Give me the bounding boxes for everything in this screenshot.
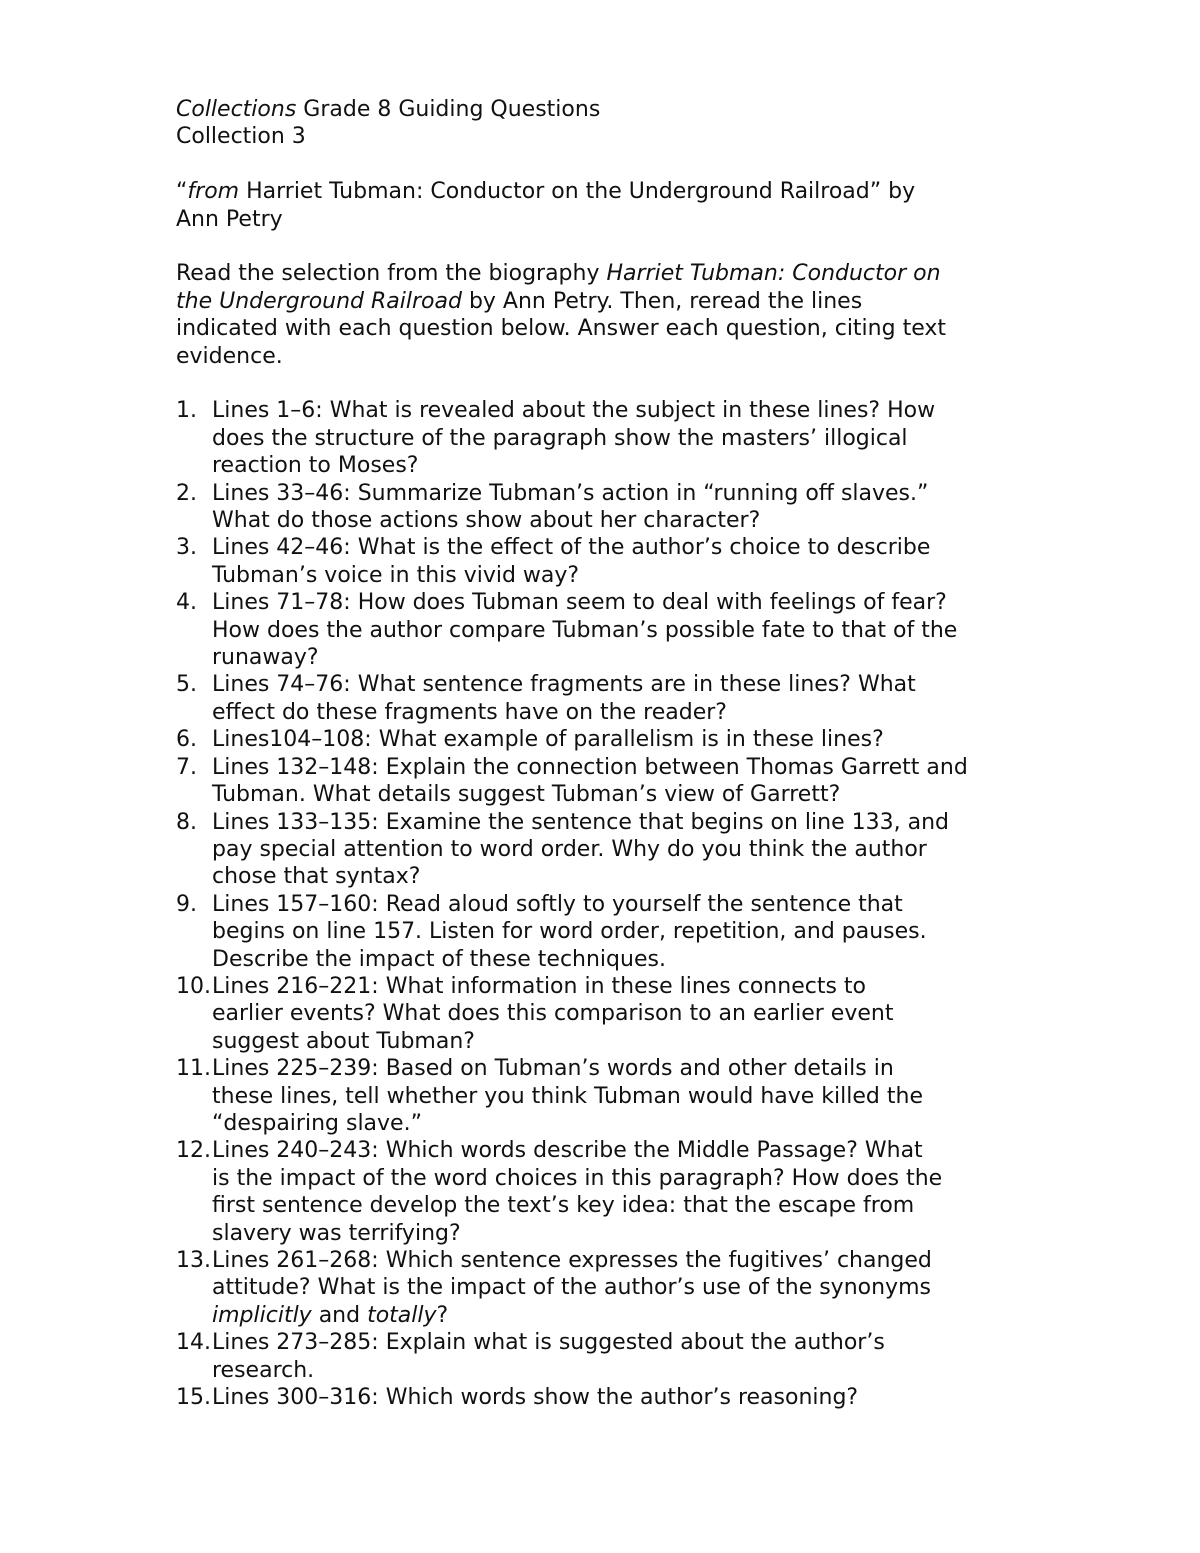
instructions	[176, 260, 1036, 370]
question-text-line: chose that syntax?	[212, 864, 421, 890]
question-item	[176, 973, 1036, 1055]
question-text-line: Tubman. What details suggest Tubman’s view of Garrett?	[212, 782, 841, 808]
question-text-line: pay special attention to word order. Why do you think the author	[212, 836, 927, 862]
question-text-line: begins on line 157. Listen for word order, repetition, and pauses.	[212, 919, 927, 945]
question-text-line: reaction to Moses?	[212, 453, 419, 479]
question-item	[176, 809, 1036, 891]
question-number: 14.	[176, 1330, 211, 1356]
question-number: 7.	[176, 754, 197, 780]
question-text-line: Tubman’s voice in this vivid way?	[212, 562, 580, 588]
question-text-line: does the structure of the paragraph show the masters’ illogical	[212, 425, 908, 451]
question-text-line: Lines 157–160: Read aloud softly to yourself the sentence that	[212, 891, 903, 917]
selection-author: Ann Petry	[176, 206, 283, 232]
book-title-italic: Harriet Tubman: Conductor on	[606, 261, 941, 287]
question-text-line: runaway?	[212, 645, 319, 671]
question-text-line: research.	[212, 1357, 315, 1383]
document-header	[176, 96, 1036, 151]
question-text-line	[212, 1329, 1036, 1356]
question-text-line: Lines 1–6: What is revealed about the subject in these lines? How	[212, 398, 936, 424]
instructions-text: by Ann Petry. Then, reread the lines	[461, 288, 863, 314]
document-title	[176, 96, 1036, 123]
question-item	[176, 589, 1036, 671]
question-text-line	[212, 1384, 1036, 1411]
question-text-line: Lines 42–46: What is the effect of the author’s choice to describe	[212, 535, 931, 561]
question-text-line: Lines 74–76: What sentence fragments are in these lines? What	[212, 672, 916, 698]
question-text-line: slavery was terrifying?	[212, 1220, 461, 1246]
question-text-line: “despairing slave.”	[212, 1110, 422, 1136]
question-text-line: these lines, tell whether you think Tubman would have killed the	[212, 1083, 923, 1109]
question-text: ?	[436, 1302, 449, 1328]
question-list	[176, 397, 1036, 1411]
question-number: 3.	[176, 535, 197, 561]
question-number: 12.	[176, 1138, 211, 1164]
question-text-line: Lines 33–46: Summarize Tubman’s action in “running off slaves.”	[212, 480, 929, 506]
question-item	[176, 1384, 1036, 1411]
instructions-line-3: indicated with each question below. Answer each question, citing text	[176, 316, 946, 342]
question-text: Lines 273–285: Explain what is suggested about the author’s	[212, 1330, 885, 1356]
question-text-line	[212, 1055, 1036, 1082]
question-text-line: How does the author compare Tubman’s possible fate to that of the	[212, 617, 958, 643]
selection-line-1	[176, 178, 1036, 205]
question-number: 5.	[176, 672, 197, 698]
instructions-line-1	[176, 260, 1036, 287]
question-item	[176, 1055, 1036, 1137]
question-text-line	[212, 1302, 1036, 1329]
question-text-line: effect do these fragments have on the reader?	[212, 699, 727, 725]
question-number: 11.	[176, 1056, 211, 1082]
question-item	[176, 1329, 1036, 1384]
open-quote: “	[176, 179, 188, 205]
question-text-line	[212, 973, 1036, 1000]
question-text-line: earlier events? What does this comparison to an earlier event	[212, 1001, 894, 1027]
question-text-line: attitude? What is the impact of the author’s use of the synonyms	[212, 1275, 931, 1301]
question-text-line: Lines 132–148: Explain the connection between Thomas Garrett and	[212, 754, 968, 780]
question-text-line	[212, 1247, 1036, 1274]
question-number: 8.	[176, 809, 197, 835]
question-item	[176, 1247, 1036, 1329]
question-text: Lines 240–243: Which words describe the Middle Passage? What	[212, 1138, 923, 1164]
question-text: Lines 225–239: Based on Tubman’s words and other details in	[212, 1056, 894, 1082]
question-text-line: Lines 71–78: How does Tubman seem to deal with feelings of fear?	[212, 590, 947, 616]
book-title-italic-cont: the Underground Railroad	[176, 288, 462, 314]
question-number: 2.	[176, 480, 197, 506]
question-text-line: first sentence develop the text’s key idea: that the escape from	[212, 1193, 915, 1219]
question-item	[176, 534, 1036, 589]
synonym-italic: totally	[367, 1302, 437, 1328]
question-text: Lines 300–316: Which words show the author’s reasoning?	[212, 1385, 859, 1411]
instructions-line-4: evidence.	[176, 343, 283, 369]
selection-title: Harriet Tubman: Conductor on the Underground Railroad” by	[239, 179, 916, 205]
question-text-line: Describe the impact of these techniques.	[212, 946, 666, 972]
question-item	[176, 891, 1036, 973]
question-text-line: suggest about Tubman?	[212, 1028, 475, 1054]
synonym-italic: implicitly	[212, 1302, 312, 1328]
question-number: 4.	[176, 590, 197, 616]
question-item	[176, 754, 1036, 809]
question-number: 10.	[176, 973, 211, 999]
question-text: and	[311, 1302, 368, 1328]
question-number: 13.	[176, 1248, 211, 1274]
question-item	[176, 726, 1036, 753]
spacer	[176, 151, 1036, 178]
title-rest: Grade 8 Guiding Questions	[296, 97, 601, 122]
question-text-line	[212, 1137, 1036, 1164]
question-text-line: is the impact of the word choices in this paragraph? How does the	[212, 1165, 943, 1191]
question-number: 6.	[176, 727, 197, 753]
question-item	[176, 480, 1036, 535]
instructions-text: Read the selection from the biography	[176, 261, 607, 287]
spacer	[176, 370, 1036, 397]
instructions-line-2	[176, 288, 1036, 315]
collection-label: Collection 3	[176, 124, 306, 150]
question-text: Lines 216–221: What information in these lines connects to	[212, 973, 866, 999]
question-text-line: Lines104–108: What example of parallelism is in these lines?	[212, 727, 884, 753]
question-item	[176, 1137, 1036, 1247]
spacer	[176, 233, 1036, 260]
question-text-line: Lines 133–135: Examine the sentence that begins on line 133, and	[212, 809, 949, 835]
selection-italic: from	[187, 179, 240, 205]
question-number: 1.	[176, 398, 197, 424]
question-number: 9.	[176, 891, 197, 917]
selection-heading	[176, 178, 1036, 233]
question-item	[176, 671, 1036, 726]
document-page	[176, 96, 1036, 1411]
question-number: 15.	[176, 1385, 211, 1411]
title-italic: Collections	[176, 97, 297, 122]
question-item	[176, 397, 1036, 479]
question-text-line: What do those actions show about her character?	[212, 508, 761, 534]
question-text: Lines 261–268: Which sentence expresses the fugitives’ changed	[212, 1248, 932, 1274]
